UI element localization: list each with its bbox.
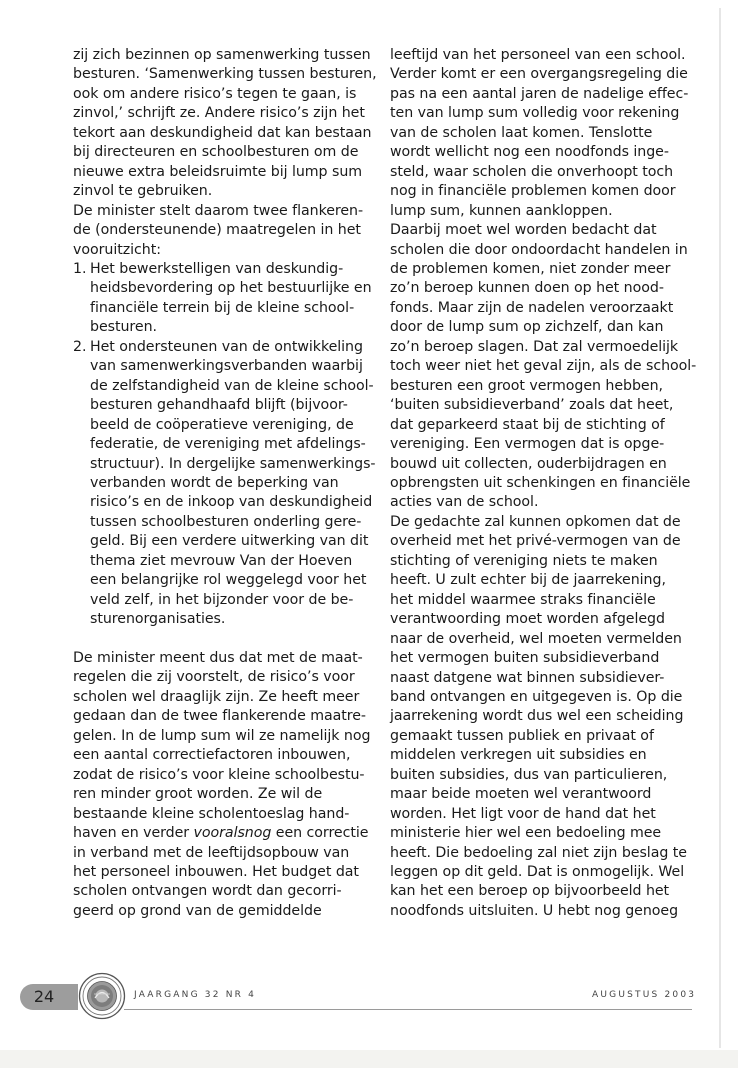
issue-date: AUGUSTUS 2003 bbox=[592, 990, 697, 1000]
text-line: ook om andere risico’s tegen te gaan, is bbox=[73, 85, 357, 102]
text-line: de zelfstandigheid van de kleine school- bbox=[90, 377, 374, 394]
circular-seal-icon bbox=[78, 972, 126, 1020]
text-line: besturen gehandhaafd blijft (bijvoor- bbox=[90, 397, 348, 414]
text-line: middelen verkregen uit subsidies en bbox=[390, 747, 647, 764]
text-line: tekort aan deskundigheid dat kan bestaan bbox=[73, 124, 372, 141]
text-line: risico’s en de inkoop van deskundigheid bbox=[90, 494, 373, 511]
text-fragment: een correctie bbox=[271, 825, 369, 842]
page-edge-divider bbox=[719, 8, 721, 1048]
text-line: een aantal correctiefactoren inbouwen, bbox=[73, 747, 351, 764]
scan-bottom-strip bbox=[0, 1050, 738, 1068]
text-line: besturen. ‘Samenwerking tussen besturen, bbox=[73, 66, 377, 83]
text-line: dat geparkeerd staat bij de stichting of bbox=[390, 416, 665, 433]
text-line: zij zich bezinnen op samenwerking tussen bbox=[73, 47, 371, 63]
text-line: federatie, de vereniging met afdelings- bbox=[90, 436, 366, 453]
text-line: buiten subsidies, dus van particulieren, bbox=[390, 766, 668, 783]
seal-graphic bbox=[78, 972, 126, 1020]
text-line: de problemen komen, niet zonder meer bbox=[390, 260, 671, 277]
text-line: nieuwe extra beleidsruimte bij lump sum bbox=[73, 163, 363, 180]
text-line: stichting of vereniging niets te maken bbox=[390, 552, 658, 569]
text-line: zo’n beroep slagen. Dat zal vermoedelijk bbox=[390, 338, 679, 355]
text-line: scholen wel draaglijk zijn. Ze heeft meer bbox=[73, 688, 360, 705]
text-line: De minister meent dus dat met de maat- bbox=[73, 650, 363, 667]
text-line: vooruitzicht: bbox=[73, 241, 161, 258]
left-paragraph-2 bbox=[73, 202, 373, 260]
text-line: De minister stelt daarom twee flankeren- bbox=[73, 202, 364, 219]
text-line: Het ondersteunen van de ontwikkeling bbox=[90, 338, 363, 355]
text-line: ‘buiten subsidieverband’ zoals dat heet, bbox=[390, 397, 674, 414]
text-line: zo’n beroep kunnen doen op het nood- bbox=[390, 280, 664, 297]
text-line: wordt wellicht nog een noodfonds inge- bbox=[390, 144, 669, 161]
text-line: zinvol te gebruiken. bbox=[73, 183, 213, 200]
numbered-list bbox=[73, 260, 376, 630]
text-line: thema ziet mevrouw Van der Hoeven bbox=[90, 552, 353, 569]
text-line: kan het een beroep op bijvoorbeeld het bbox=[390, 883, 670, 900]
text-line: door de lump sum op zichzelf, dan kan bbox=[390, 319, 664, 336]
text-line: besturen. bbox=[90, 319, 157, 336]
page-number: 24 bbox=[33, 987, 55, 1006]
text-line: regelen die zij voorstelt, de risico’s voor bbox=[73, 669, 355, 686]
text-line: in verband met de leeftijdsopbouw van bbox=[73, 844, 350, 861]
text-line: worden. Het ligt voor de hand dat het bbox=[390, 805, 656, 822]
text-line: beeld de coöperatieve vereniging, de bbox=[90, 416, 354, 433]
text-line: zinvol,’ schrijft ze. Andere risico’s zijn het bbox=[73, 105, 365, 122]
text-line: acties van de school. bbox=[390, 494, 539, 511]
right-column bbox=[390, 46, 697, 921]
text-line: ten van lump sum volledig voor rekening bbox=[390, 105, 680, 122]
left-paragraph-3 bbox=[73, 649, 373, 921]
right-paragraph-2 bbox=[390, 221, 697, 513]
text-line: financiële terrein bij de kleine school- bbox=[90, 299, 355, 316]
page-footer bbox=[0, 972, 738, 1022]
text-line: bouwd uit collecten, ouderbijdragen en bbox=[390, 455, 667, 472]
text-line: gelen. In de lump sum wil ze namelijk nog bbox=[73, 727, 371, 744]
text-line: heeft. Die bedoeling zal niet zijn beslag te bbox=[390, 844, 687, 861]
text-line: band ontvangen en uitgegeven is. Op die bbox=[390, 688, 683, 705]
text-line: Het bewerkstelligen van deskundig- bbox=[90, 260, 344, 277]
text-line: noodfonds uitsluiten. U hebt nog genoeg bbox=[390, 902, 679, 919]
text-line: ren minder groot worden. Ze wil de bbox=[73, 786, 323, 803]
text-line: de (ondersteunende) maatregelen in het bbox=[73, 222, 361, 239]
left-column bbox=[73, 46, 377, 921]
text-line: scholen ontvangen wordt dan gecorri- bbox=[73, 883, 342, 900]
text-line: leeftijd van het personeel van een school. bbox=[390, 47, 686, 63]
text-line: besturen een groot vermogen hebben, bbox=[390, 377, 664, 394]
text-line: pas na een aantal jaren de nadelige effec- bbox=[390, 85, 689, 102]
text-line: gedaan dan de twee flankerende maatre- bbox=[73, 708, 366, 725]
text-line: Verder komt er een overgangsregeling die bbox=[390, 66, 688, 83]
emphasis-word: vooralsnog bbox=[193, 825, 272, 842]
text-line: van de scholen laat komen. Tenslotte bbox=[390, 124, 653, 141]
text-line: veld zelf, in het bijzonder voor de be- bbox=[90, 591, 354, 608]
right-paragraph-3 bbox=[390, 513, 692, 922]
list-item-1 bbox=[73, 260, 373, 338]
text-line: lump sum, kunnen aankloppen. bbox=[390, 202, 613, 219]
list-number: 1. bbox=[73, 260, 87, 277]
journal-issue: JAARGANG 32 NR 4 bbox=[134, 990, 257, 1000]
text-line: ministerie hier wel een bedoeling mee bbox=[390, 825, 662, 842]
text-line: geerd op grond van de gemiddelde bbox=[73, 902, 322, 919]
text-line: leggen op dit geld. Dat is onmogelijk. Wel bbox=[390, 864, 685, 881]
right-paragraph-1 bbox=[390, 46, 692, 221]
text-line: gemaakt tussen publiek en privaat of bbox=[390, 727, 654, 744]
text-line: vereniging. Een vermogen dat is opge- bbox=[390, 436, 665, 453]
text-line: jaarrekening wordt dus wel een scheiding bbox=[390, 708, 684, 725]
text-line-with-emphasis bbox=[73, 824, 373, 843]
text-line: structuur). In dergelijke samenwerkings- bbox=[90, 455, 376, 472]
text-line: toch weer niet het geval zijn, als de school- bbox=[390, 358, 697, 375]
text-line: heidsbevordering op het bestuurlijke en bbox=[90, 280, 372, 297]
text-line: maar beide moeten wel verantwoord bbox=[390, 786, 652, 803]
text-line: sturenorganisaties. bbox=[90, 611, 226, 628]
left-paragraph-1 bbox=[73, 46, 377, 202]
text-line: een belangrijke rol weggelegd voor het bbox=[90, 572, 367, 589]
text-line: Daarbij moet wel worden bedacht dat bbox=[390, 222, 657, 239]
text-line: het personeel inbouwen. Het budget dat bbox=[73, 864, 359, 881]
footer-rule bbox=[124, 1009, 692, 1010]
text-line: van samenwerkingsverbanden waarbij bbox=[90, 358, 363, 375]
text-line: naar de overheid, wel moeten vermelden bbox=[390, 630, 682, 647]
list-item-2 bbox=[73, 338, 376, 630]
text-line: fonds. Maar zijn de nadelen veroorzaakt bbox=[390, 299, 674, 316]
text-line: bij directeuren en schoolbesturen om de bbox=[73, 144, 359, 161]
text-line: verantwoording moet worden afgelegd bbox=[390, 611, 665, 628]
text-line: De gedachte zal kunnen opkomen dat de bbox=[390, 513, 681, 530]
text-line: steld, waar scholen die onverhoopt toch bbox=[390, 163, 674, 180]
page-number-tab bbox=[20, 984, 78, 1010]
text-line: heeft. U zult echter bij de jaarrekening, bbox=[390, 572, 666, 589]
text-line: tussen schoolbesturen onderling gere- bbox=[90, 513, 362, 530]
text-fragment: haven en verder bbox=[73, 825, 194, 842]
text-line: zodat de risico’s voor kleine schoolbestu- bbox=[73, 766, 365, 783]
text-line: verbanden wordt de beperking van bbox=[90, 474, 339, 491]
text-line: nog in financiële problemen komen door bbox=[390, 183, 676, 200]
text-line: het middel waarmee straks financiële bbox=[390, 591, 656, 608]
text-line: geld. Bij een verdere uitwerking van dit bbox=[90, 533, 369, 550]
text-line: opbrengsten uit schenkingen en financiële bbox=[390, 474, 691, 491]
list-number: 2. bbox=[73, 338, 87, 355]
text-line: het vermogen buiten subsidieverband bbox=[390, 650, 660, 667]
text-line: scholen die door ondoordacht handelen in bbox=[390, 241, 688, 258]
text-line: bestaande kleine scholentoeslag hand- bbox=[73, 805, 350, 822]
text-line: overheid met het privé-vermogen van de bbox=[390, 533, 681, 550]
text-line: naast datgene wat binnen subsidiever- bbox=[390, 669, 665, 686]
